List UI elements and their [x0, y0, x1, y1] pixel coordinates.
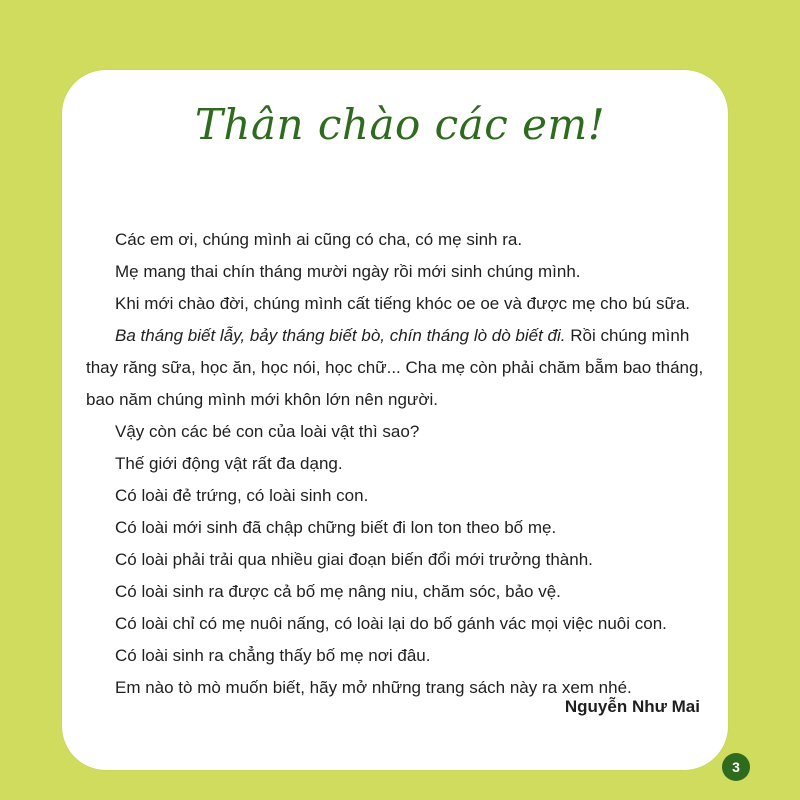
- paragraph-line: Có loài sinh ra được cả bố mẹ nâng niu, chăm sóc, bảo vệ.: [115, 582, 561, 601]
- paragraph-line: Em nào tò mò muốn biết, hãy mở những trang sách này ra xem nhé.: [115, 678, 632, 697]
- paragraph-continuation: bao năm chúng mình mới khôn lớn nên người.: [86, 390, 438, 409]
- page-title: Thân chào các em!: [194, 100, 606, 149]
- paragraph-line: Có loài đẻ trứng, có loài sinh con.: [115, 486, 369, 505]
- paragraph-line: [115, 320, 700, 352]
- paragraph-continuation: thay răng sữa, học ăn, học nói, học chữ... Cha mẹ còn phải chăm bẵm bao tháng,: [86, 358, 704, 377]
- paragraph-line: Có loài phải trải qua nhiều giai đoạn biến đổi mới trưởng thành.: [115, 550, 593, 569]
- body-text: [86, 224, 704, 704]
- paragraph-line: Có loài mới sinh đã chập chững biết đi lon ton theo bố mẹ.: [115, 518, 557, 537]
- proverb-italic: Ba tháng biết lẫy, bảy tháng biết bò, chín tháng lò dò biết đi.: [115, 326, 566, 345]
- author-name: Nguyễn Như Mai: [564, 697, 700, 716]
- paragraph-line: Các em ơi, chúng mình ai cũng có cha, có mẹ sinh ra.: [115, 230, 523, 249]
- paragraph-line: Có loài chỉ có mẹ nuôi nấng, có loài lại do bố gánh vác mọi việc nuôi con.: [115, 614, 667, 633]
- paragraph-line: Thế giới động vật rất đa dạng.: [115, 454, 343, 473]
- page-number-badge: 3: [722, 753, 750, 781]
- paragraph-line: Vậy còn các bé con của loài vật thì sao?: [115, 422, 420, 441]
- paragraph-line: Có loài sinh ra chẳng thấy bố mẹ nơi đâu.: [115, 646, 431, 665]
- paragraph-line: Mẹ mang thai chín tháng mười ngày rồi mới sinh chúng mình.: [115, 262, 581, 281]
- proverb-rest: Rồi chúng mình: [565, 326, 690, 345]
- paragraph-line: Khi mới chào đời, chúng mình cất tiếng khóc oe oe và được mẹ cho bú sữa.: [115, 294, 691, 313]
